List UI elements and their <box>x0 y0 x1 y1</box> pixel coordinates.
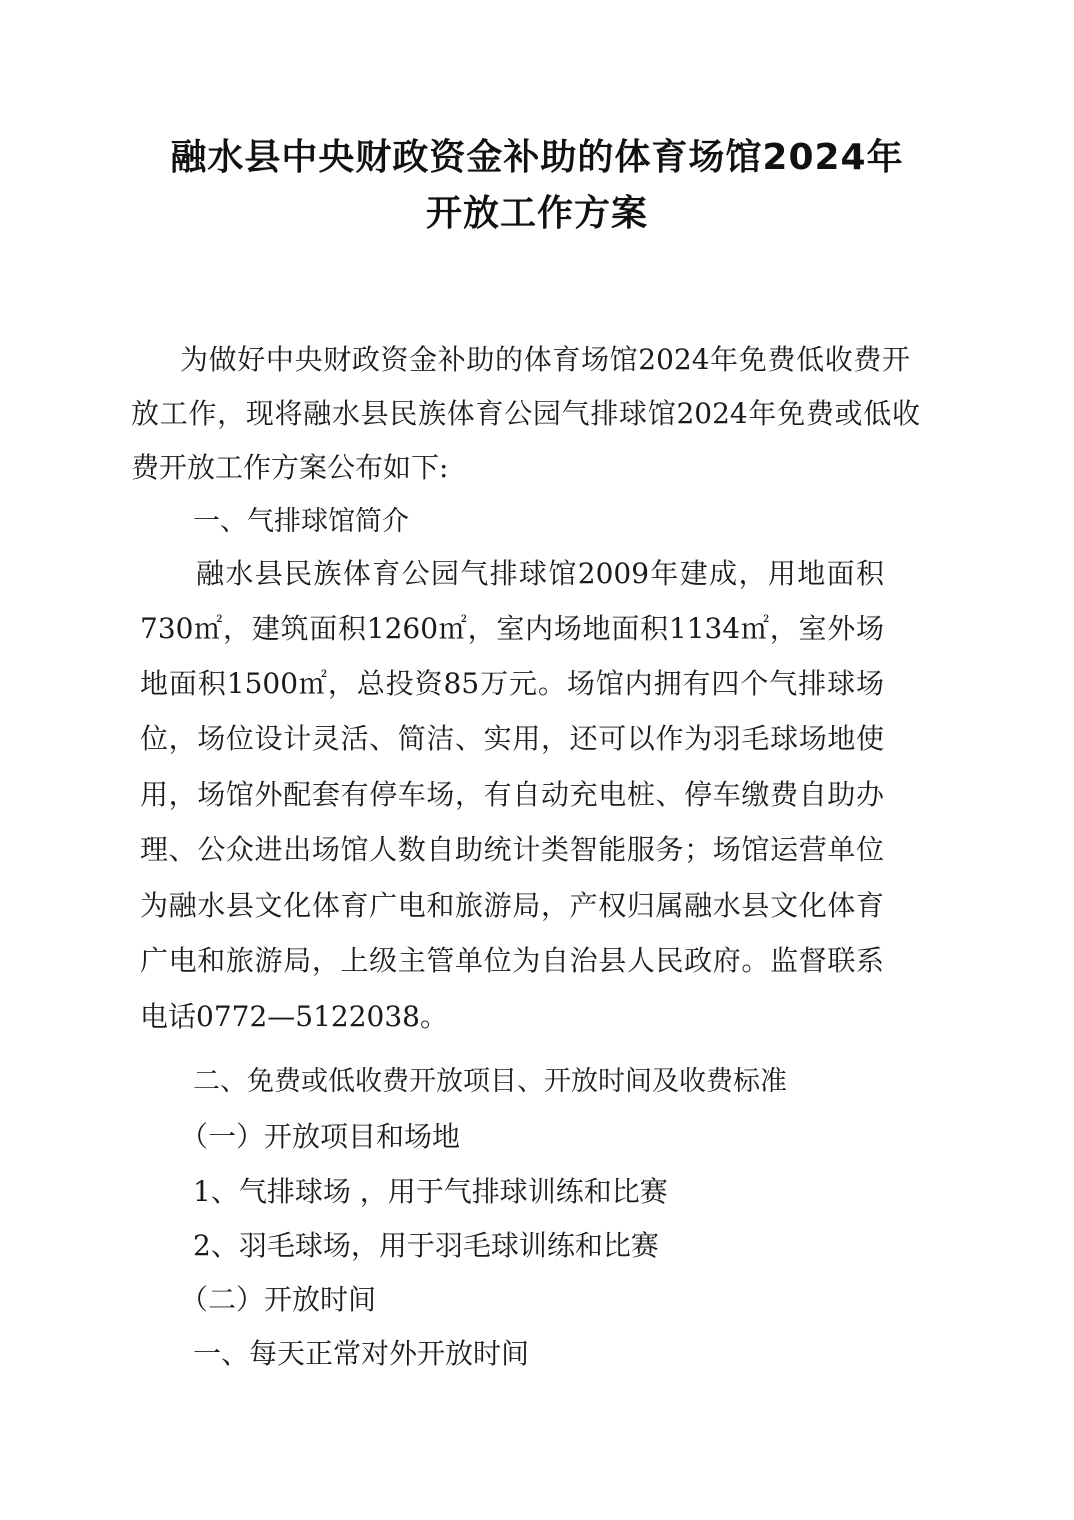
section-1-line-2: 730㎡，建筑面积1260㎡，室内场地面积1134㎡，室外场 <box>140 612 884 645</box>
section-1-line-4: 位，场位设计灵活、简洁、实用，还可以作为羽毛球场地使 <box>140 722 884 755</box>
section-1-line-7: 为融水县文化体育广电和旅游局，产权归属融水县文化体育 <box>140 889 884 922</box>
section-1-heading: 一、气排球馆简介 <box>193 506 409 537</box>
section-2-item-1: 1、气排球场 ，用于气排球训练和比赛 <box>193 1175 668 1208</box>
section-1-line-5: 用，场馆外配套有停车场，有自动充电桩、停车缴费自助办 <box>140 778 884 811</box>
section-1-line-3: 地面积1500㎡，总投资85万元。场馆内拥有四个气排球场 <box>140 667 884 700</box>
intro-line-3: 费开放工作方案公布如下: <box>131 451 449 484</box>
section-2-item-2: 2、羽毛球场，用于羽毛球训练和比赛 <box>193 1229 659 1262</box>
document-title-line-1: 融水县中央财政资金补助的体育场馆2024年 <box>170 137 904 178</box>
intro-line-1: 为做好中央财政资金补助的体育场馆2024年免费低收费开 <box>180 343 910 376</box>
section-1-line-8: 广电和旅游局，上级主管单位为自治县人民政府。监督联系 <box>140 944 884 977</box>
section-1-line-1: 融水县民族体育公园气排球馆2009年建成，用地面积 <box>196 557 884 590</box>
intro-line-2-end: 2024年免费或低收 <box>676 397 920 430</box>
document-title-line-2: 开放工作方案 <box>425 193 648 234</box>
section-2-subheading-2: （二）开放时间 <box>180 1283 377 1316</box>
section-1-line-6: 理、公众进出场馆人数自助统计类智能服务；场馆运营单位 <box>140 833 884 866</box>
section-2-heading: 二、免费或低收费开放项目、开放时间及收费标准 <box>193 1066 787 1097</box>
section-1-line-9: 电话0772—5122038。 <box>140 1000 448 1033</box>
section-2-subheading-2-item-1: 一、每天正常对外开放时间 <box>193 1337 530 1370</box>
section-2-subheading-1: （一）开放项目和场地 <box>180 1120 461 1153</box>
venue-name: 融水县民族体育公园气排球馆 <box>303 397 677 430</box>
intro-line-2-start: 放工作，现将 <box>131 397 304 430</box>
intro-line-2 <box>131 397 920 431</box>
